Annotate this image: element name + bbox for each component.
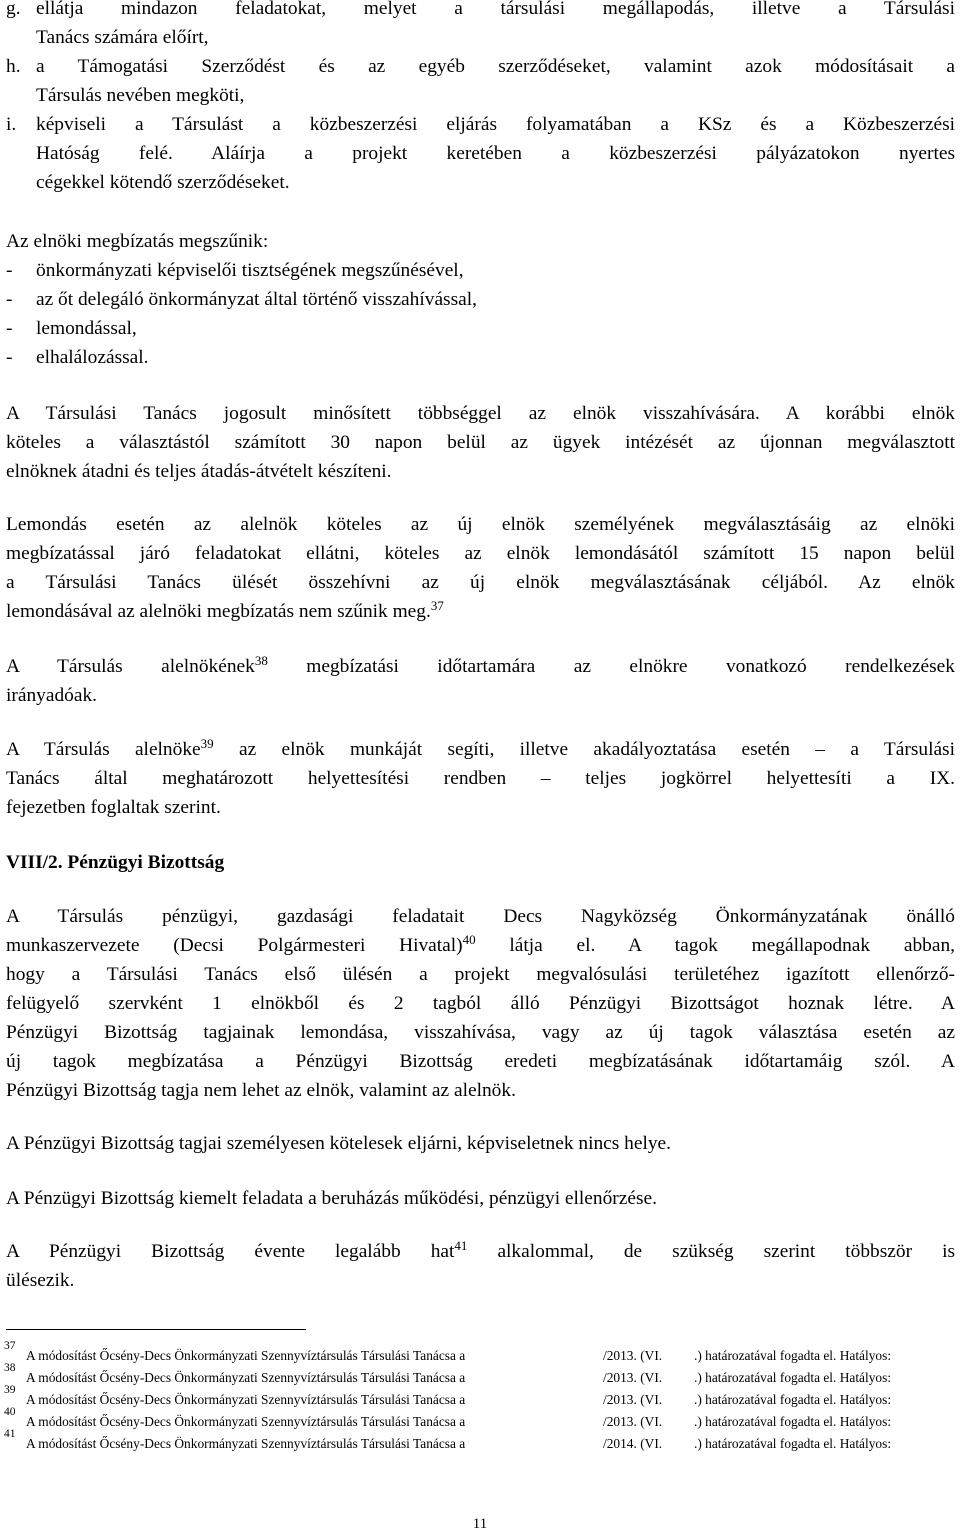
- text-line: ellátja mindazon feladatokat, melyet a társulási megállapodás, illetve a Társulási: [36, 0, 955, 19]
- list-item: - elhalálozással.: [6, 347, 149, 368]
- footnote: [0, 1384, 960, 1411]
- termination-intro: Az elnöki megbízatás megszűnik:: [6, 231, 269, 252]
- list-marker: h.: [6, 56, 21, 77]
- footnote-number: 38: [4, 1362, 16, 1374]
- footnote-tail: .) határozatával fogadta el. Hatályos:: [694, 1348, 892, 1363]
- footnote-date: /2013. (VI.: [603, 1414, 663, 1429]
- section-heading: VIII/2. Pénzügyi Bizottság: [6, 852, 225, 873]
- paragraph-vice-mandate: A Társulás alelnökének$^{38}$ megbízatási időtartamára az elnökre vonatkozó rendelkezések irányadóak.: [6, 653, 955, 706]
- list-item: - önkormányzati képviselői tisztségének megszűnésével,: [6, 260, 464, 281]
- list-item: - lemondással,: [6, 318, 137, 339]
- paragraph-recall: A Társulási Tanács jogosult minősített többséggel az elnök visszahívására. A korábbi elnök köteles a választástól számított 30 napon belül az ügyek intézését az újonnan megválasztott elnöknek átadni és teljes átadás-átvételt készíteni.: [6, 403, 955, 482]
- footnote-text: A módosítást Őcsény-Decs Önkormányzati Szennyvíztársulás Társulási Tanácsa a: [26, 1348, 466, 1363]
- paragraph-task: A Pénzügyi Bizottság kiemelt feladata a beruházás működési, pénzügyi ellenőrzése.: [6, 1188, 657, 1209]
- footnote-number: 39: [4, 1384, 16, 1396]
- footnote: [0, 1362, 960, 1389]
- text-line: Társulás nevében megköti,: [36, 85, 245, 106]
- bullet-list: [0, 256, 949, 372]
- footnote-number: 41: [4, 1428, 16, 1440]
- page-number: 11: [472, 1516, 488, 1532]
- footnote-date: /2013. (VI.: [603, 1348, 663, 1363]
- paragraph-personal: A Pénzügyi Bizottság tagjai személyesen kötelesek eljárni, képviseletnek nincs helye.: [6, 1133, 672, 1154]
- footnote-date: /2013. (VI.: [603, 1370, 663, 1385]
- footnote-tail: .) határozatával fogadta el. Hatályos:: [694, 1414, 892, 1429]
- footnote-date: /2014. (VI.: [603, 1436, 663, 1451]
- text-line: képviseli a Társulást a közbeszerzési eljárás folyamatában a KSz és a Közbeszerzési: [36, 114, 955, 135]
- footnote-ref[interactable]: 38: [254, 653, 268, 668]
- footnote-number: 37: [4, 1340, 16, 1352]
- list-item: - az őt delegáló önkormányzat által történő visszahívással,: [6, 289, 477, 310]
- paragraph-finance: A Társulás pénzügyi, gazdasági feladatait Decs Nagyközség Önkormányzatának önálló munkaszervezete (Decsi Polgármesteri Hivatal)$^{40}$ látja el. A tagok megállapodnak abban, hogy a Társulási Tanács első ülésén a projekt megvalósulási területéhez igazított ellenőrző- felügyelő szervként 1 elnökből és 2 tagból álló Pénzügyi Bizottságot hoznak létre. A Pénzügyi Bizottság tagjainak lemondása, visszahívása, vagy az új tagok választása esetén az új tagok megbízatása a Pénzügyi Bizottság eredeti megbízatásának időtartamáig szól. A Pénzügyi Bizottság tagja nem lehet az elnök, valamint az alelnök.: [6, 906, 955, 1101]
- footnote-date: /2013. (VI.: [603, 1392, 663, 1407]
- footnote-ref[interactable]: 41: [454, 1238, 468, 1253]
- footnote-text: A módosítást Őcsény-Decs Önkormányzati Szennyvíztársulás Társulási Tanácsa a: [26, 1392, 466, 1407]
- text-line: a Támogatási Szerződést és az egyéb szerződéseket, valamint azok módosításait a: [36, 56, 955, 77]
- text-line: Hatóság felé. Aláírja a projekt keretében a közbeszerzési pályázatokon nyertes: [36, 143, 955, 164]
- footnote-number: 40: [4, 1406, 16, 1418]
- text-line: Tanács számára előírt,: [36, 27, 209, 48]
- paragraph-resign: Lemondás esetén az alelnök köteles az új elnök személyének megválasztásáig az elnöki megbízatással járó feladatokat ellátni, köteles az elnök lemondásától számított 15 napon belül a Társulási Tanács ülését összehívni az új elnök megválasztásának céljából. Az elnök lemondásával az alelnöki megbízatás nem szűnik meg.$^{37}$: [6, 514, 955, 622]
- list-marker: g.: [6, 0, 21, 19]
- footnote-ref[interactable]: 40: [462, 932, 476, 947]
- list-marker: i.: [6, 114, 17, 135]
- footnote-ref[interactable]: 37: [430, 598, 444, 613]
- footnote-tail: .) határozatával fogadta el. Hatályos:: [694, 1392, 892, 1407]
- footnote-ref[interactable]: 39: [200, 736, 214, 751]
- paragraph-vice-help: A Társulás alelnöke$^{39}$ az elnök munkáját segíti, illetve akadályoztatása esetén – a Társulási Tanács által meghatározott helyettesítési rendben – teljes jogkörrel helyettesíti a IX. fejezetben foglaltak szerint.: [6, 736, 955, 818]
- footnote-text: A módosítást Őcsény-Decs Önkormányzati Szennyvíztársulás Társulási Tanácsa a: [26, 1370, 466, 1385]
- footnote-text: A módosítást Őcsény-Decs Önkormányzati Szennyvíztársulás Társulási Tanácsa a: [26, 1414, 466, 1429]
- footnote-tail: .) határozatával fogadta el. Hatályos:: [694, 1436, 892, 1451]
- footnote-tail: .) határozatával fogadta el. Hatályos:: [694, 1370, 892, 1385]
- footnote: [0, 1406, 960, 1433]
- paragraph-meeting: A Pénzügyi Bizottság évente legalább hat$^{41}$ alkalommal, de szükség szerint többször is ülésezik.: [6, 1238, 955, 1291]
- footnote: [0, 1340, 960, 1367]
- footnote-separator: [6, 1329, 306, 1330]
- footnote: [0, 1428, 960, 1455]
- footnote-text: A módosítást Őcsény-Decs Önkormányzati Szennyvíztársulás Társulási Tanácsa a: [26, 1436, 466, 1451]
- text-line: cégekkel kötendő szerződéseket.: [36, 172, 290, 193]
